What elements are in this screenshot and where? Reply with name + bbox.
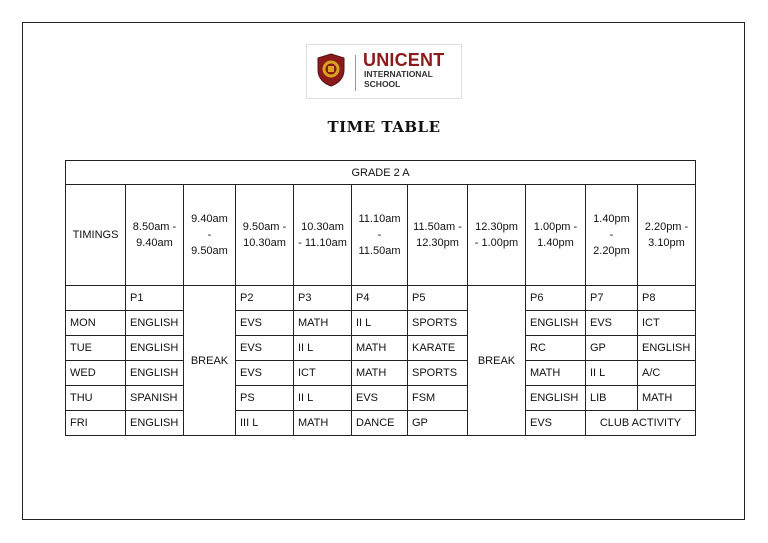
time-slot: 11.50am - 12.30pm [408, 185, 468, 286]
subject-cell: PS [236, 386, 294, 411]
time-slot: 1.00pm - 1.40pm [526, 185, 586, 286]
timings-label: TIMINGS [66, 185, 126, 286]
break-cell: BREAK [184, 286, 236, 436]
subject-cell: ENGLISH [126, 411, 184, 436]
grade-header: GRADE 2 A [66, 161, 696, 185]
table-row [66, 311, 696, 336]
subject-cell: II L [586, 361, 638, 386]
subject-cell: A/C [638, 361, 696, 386]
subject-cell: MATH [352, 361, 408, 386]
time-slot: 9.50am - 10.30am [236, 185, 294, 286]
table-row [66, 361, 696, 386]
empty-cell [66, 286, 126, 311]
subject-cell: EVS [352, 386, 408, 411]
page-title: TIME TABLE [327, 118, 441, 136]
subject-cell: II L [294, 336, 352, 361]
subject-cell: MATH [526, 361, 586, 386]
period-label: P4 [352, 286, 408, 311]
subject-cell: EVS [236, 336, 294, 361]
subject-cell: MATH [352, 336, 408, 361]
logo-divider [355, 55, 356, 91]
time-slot: 9.40am - 9.50am [184, 185, 236, 286]
subject-cell: ENGLISH [638, 336, 696, 361]
subject-cell: RC [526, 336, 586, 361]
subject-cell: ICT [294, 361, 352, 386]
subject-cell: EVS [586, 311, 638, 336]
day-label: THU [66, 386, 126, 411]
period-label: P8 [638, 286, 696, 311]
table-row [66, 411, 696, 436]
day-label: WED [66, 361, 126, 386]
period-label: P6 [526, 286, 586, 311]
subject-cell: III L [236, 411, 294, 436]
time-slot: 12.30pm - 1.00pm [468, 185, 526, 286]
subject-cell: LIB [586, 386, 638, 411]
subject-cell: GP [408, 411, 468, 436]
day-label: FRI [66, 411, 126, 436]
subject-cell: ICT [638, 311, 696, 336]
time-slot: 11.10am - 11.50am [352, 185, 408, 286]
subject-cell: MATH [294, 311, 352, 336]
break-cell: BREAK [468, 286, 526, 436]
timetable [65, 160, 696, 436]
crest-icon [316, 53, 346, 87]
subject-cell: ENGLISH [126, 336, 184, 361]
subject-cell: FSM [408, 386, 468, 411]
school-sub-1: INTERNATIONAL [364, 69, 433, 79]
period-label: P1 [126, 286, 184, 311]
time-slot: 8.50am - 9.40am [126, 185, 184, 286]
school-sub-2: SCHOOL [364, 79, 401, 89]
subject-cell: ENGLISH [126, 361, 184, 386]
school-logo [306, 44, 462, 99]
period-label: P5 [408, 286, 468, 311]
subject-cell: ENGLISH [526, 386, 586, 411]
period-label: P7 [586, 286, 638, 311]
period-label: P3 [294, 286, 352, 311]
day-label: MON [66, 311, 126, 336]
subject-cell: EVS [526, 411, 586, 436]
subject-cell: SPORTS [408, 311, 468, 336]
club-activity-cell: CLUB ACTIVITY [586, 411, 696, 436]
subject-cell: ENGLISH [126, 311, 184, 336]
day-label: TUE [66, 336, 126, 361]
subject-cell: SPORTS [408, 361, 468, 386]
subject-cell: DANCE [352, 411, 408, 436]
time-slot: 10.30am - 11.10am [294, 185, 352, 286]
subject-cell: EVS [236, 311, 294, 336]
subject-cell: SPANISH [126, 386, 184, 411]
subject-cell: MATH [294, 411, 352, 436]
period-label: P2 [236, 286, 294, 311]
subject-cell: EVS [236, 361, 294, 386]
subject-cell: ENGLISH [526, 311, 586, 336]
school-name: UNICENT [363, 50, 445, 70]
subject-cell: MATH [638, 386, 696, 411]
subject-cell: GP [586, 336, 638, 361]
table-row [66, 386, 696, 411]
time-slot: 1.40pm - 2.20pm [586, 185, 638, 286]
subject-cell: II L [294, 386, 352, 411]
time-slot: 2.20pm - 3.10pm [638, 185, 696, 286]
subject-cell: II L [352, 311, 408, 336]
table-row [66, 336, 696, 361]
subject-cell: KARATE [408, 336, 468, 361]
